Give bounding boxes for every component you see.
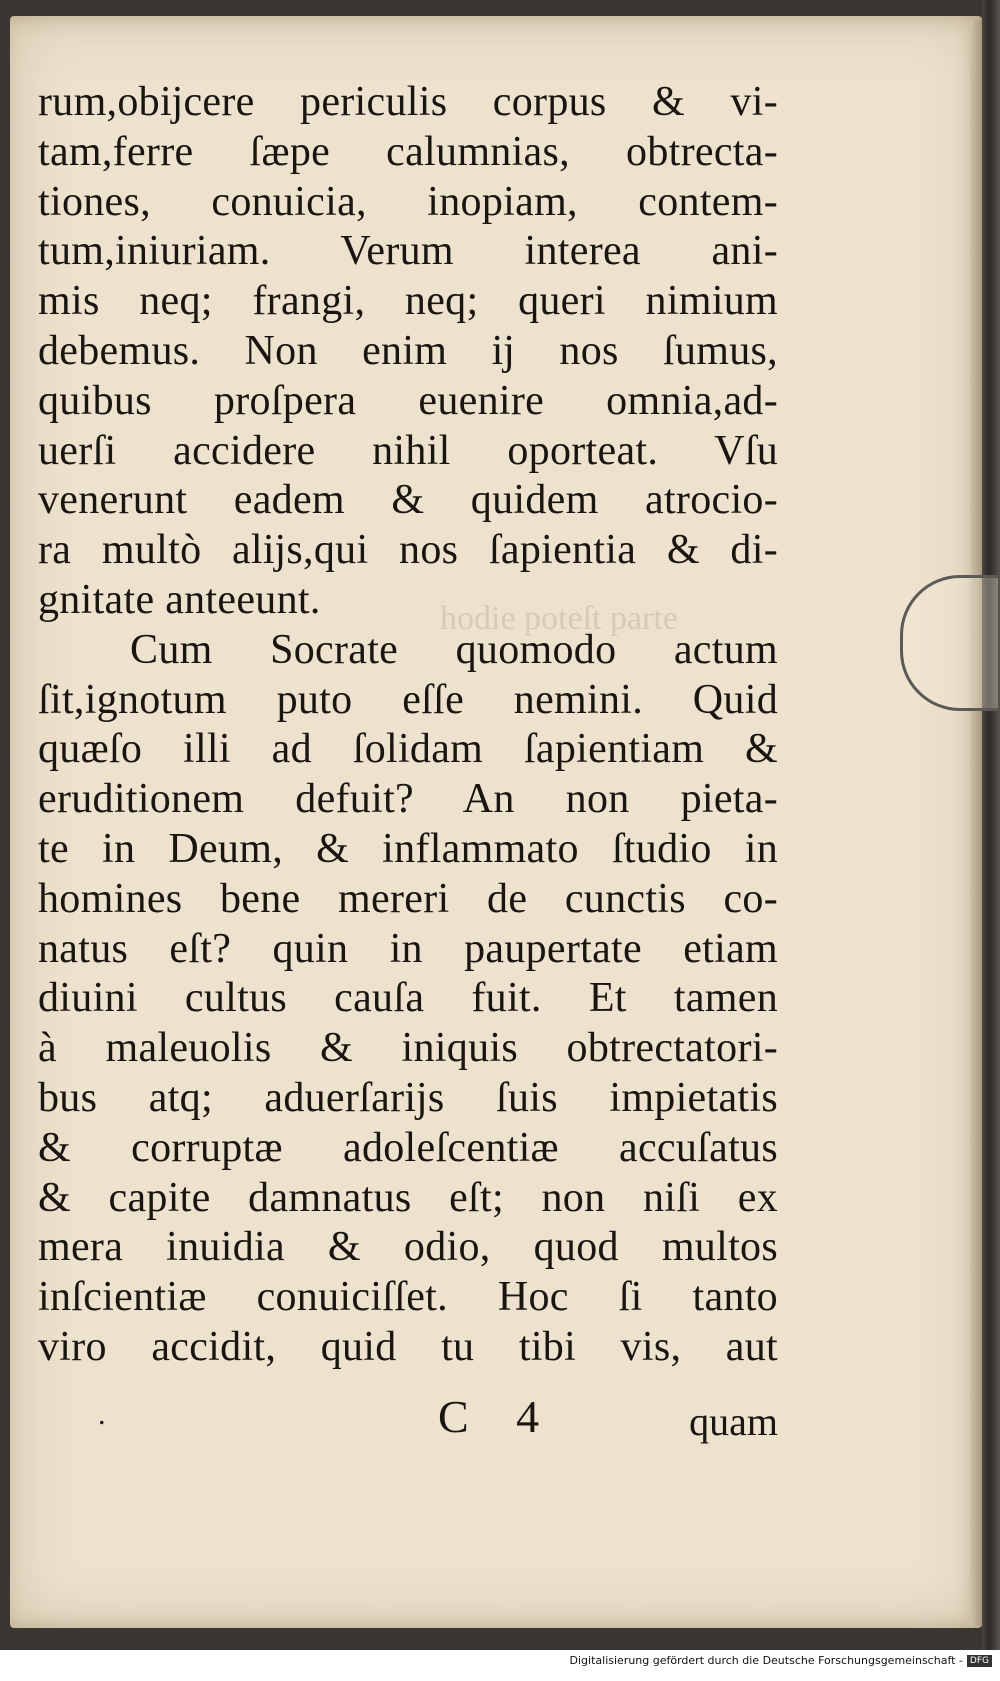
text-line: viro accidit, quid tu tibi vis, aut [38, 1323, 778, 1370]
text-line: inſcientiæ conuiciſſet. Hoc ſi tanto [38, 1274, 778, 1321]
text-line: tiones, conuicia, inopiam, contem- [38, 178, 778, 225]
digitization-credit [0, 1654, 1000, 1678]
page-edge [970, 20, 982, 1626]
text-line: uerſi accidere nihil oporteat. Vſu [38, 427, 778, 474]
text-line: tum,iniuriam. Verum interea ani- [38, 228, 778, 275]
text-line: & capite damnatus eſt; non niſi ex [38, 1174, 778, 1221]
text-line: gnitate anteeunt. [38, 576, 321, 623]
text-line: natus eſt? quin in paupertate etiam [38, 925, 778, 972]
credit-text: Digitalisierung gefördert durch die Deutsche Forschungsgemeinschaft - [569, 1654, 963, 1667]
dfg-logo: DFG [967, 1655, 992, 1667]
text-line: tam,ferre ſæpe calumnias, obtrecta- [38, 128, 778, 175]
text-line: debemus. Non enim ĳ nos ſumus, [38, 327, 778, 374]
bleed-through-text: hodie poteſt parte [440, 600, 678, 637]
text-line: quibus proſpera euenire omnia,ad- [38, 377, 778, 424]
body-text [38, 78, 778, 1373]
text-line: quæſo illi ad ſolidam ſapientiam & [38, 726, 778, 773]
footer-mark: . [98, 1398, 106, 1431]
text-line: venerunt eadem & quidem atrocio- [38, 477, 778, 524]
signature-mark: C 4 [438, 1391, 558, 1442]
text-line: bus atq; aduerſarĳs ſuis impietatis [38, 1074, 778, 1121]
text-line: Cum Socrate quomodo actum [130, 626, 778, 673]
text-line: & corruptæ adoleſcentiæ accuſatus [38, 1124, 778, 1171]
text-line: mera inuidia & odio, quod multos [38, 1224, 778, 1271]
text-line: mis neq; frangi, neq; queri nimium [38, 278, 778, 325]
text-line: diuini cultus cauſa fuit. Et tamen [38, 975, 778, 1022]
text-line: ra multò alĳs,qui nos ſapientia & di- [38, 527, 778, 574]
text-line: eruditionem defuit? An non pieta- [38, 776, 778, 823]
catchword: quam [689, 1399, 778, 1444]
text-line: homines bene mereri de cunctis co- [38, 875, 778, 922]
text-line: rum,obĳcere periculis corpus & vi- [38, 79, 778, 125]
page-footer [38, 1390, 778, 1450]
text-line: te in Deum, & inflammato ſtudio in [38, 825, 778, 872]
text-line: à maleuolis & iniquis obtrectatori- [38, 1025, 778, 1072]
page-clip [900, 575, 998, 711]
text-line: ſit,ignotum puto eſſe nemini. Quid [38, 676, 778, 723]
book-binding [982, 0, 1000, 1650]
